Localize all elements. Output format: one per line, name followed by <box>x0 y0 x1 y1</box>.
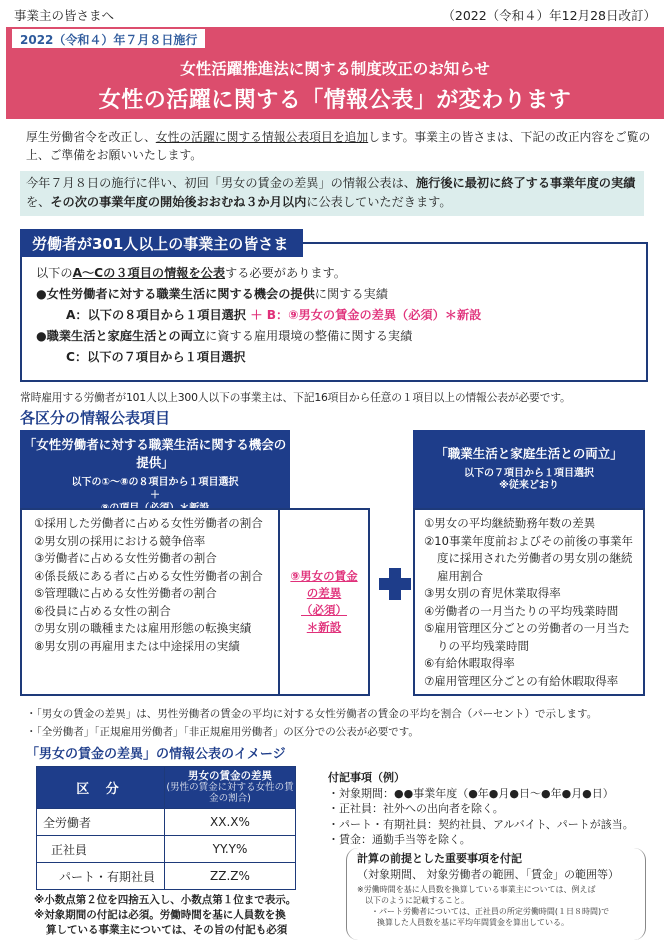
item-c-line: C：以下の７項目から１項目選択 <box>66 350 246 364</box>
row-value: YY.Y% <box>165 836 296 863</box>
nine-line: ⑨男女の賃金 <box>290 569 358 583</box>
left-items <box>22 510 280 694</box>
table-row <box>37 836 296 863</box>
list-item: ④係長級にある者に占める女性労働者の割合 <box>34 568 263 583</box>
effective-date-tag: 2022（令和４）年７月８日施行 <box>12 29 205 48</box>
categories-title: 各区分の情報公表項目 <box>20 409 171 427</box>
list-item: ⑧男女別の再雇用または中途採用の実績 <box>34 638 240 653</box>
table-note: ※対象期間の付記は必須。労働時間を基に人員数を換 <box>34 909 286 921</box>
wage-gap-table <box>36 766 296 890</box>
appendix-example <box>328 770 634 848</box>
intro-underlined: 女性の活躍に関する情報公表項目を追加 <box>155 130 369 144</box>
addressee: 事業主の皆さまへ <box>14 8 115 23</box>
row-label: 正社員 <box>37 836 165 863</box>
col2-sub: (男性の賃金に対する女性の賃金の割合) <box>166 782 294 804</box>
nine-line: ＊新設 <box>306 620 342 634</box>
item2-text: に資する雇用環境の整備に関する実績 <box>205 329 413 343</box>
notice-text: を、 <box>26 195 51 209</box>
list-item: ⑦男女別の職種または雇用形態の転換実績 <box>34 621 252 635</box>
bullet-item: ・「全労働者」「正規雇用労働者」「非正規雇用労働者」の区分での公表が必要です。 <box>26 726 419 738</box>
left-sub3: ⑨の項目（必須）＊新設 <box>100 503 210 514</box>
section-301-body <box>36 264 640 369</box>
plus-icon <box>379 568 411 600</box>
row-label: 全労働者 <box>37 809 165 836</box>
item1-text: に関する実績 <box>314 287 388 301</box>
col-header-wage-gap <box>165 767 296 809</box>
list-item: ④労働者の一月当たりの平均残業時間 <box>424 603 619 618</box>
title-banner <box>6 27 664 119</box>
intro-text-end: します。事業主の皆さまは、下記の改正内容をご覧の上、ご準備をお願いいたします。 <box>26 130 651 162</box>
calc-sub: （対象期間、 対象労働者の範囲、「賃金」の範囲等） <box>357 868 619 881</box>
lead-line <box>36 264 640 282</box>
lead-text-end: する必要があります。 <box>225 266 346 280</box>
col-header-category: 区 分 <box>37 767 165 809</box>
calculation-note-box <box>346 848 646 940</box>
nine-line: （必須） <box>301 603 347 617</box>
list-item: ③男女別の育児休業取得率 <box>424 586 561 600</box>
left-category-title: 「女性労働者に対する職業生活に関する機会の提供」 <box>23 437 287 470</box>
left-category-header <box>20 430 290 514</box>
list-item: ⑥役員に占める女性の割合 <box>34 603 171 618</box>
list-item: ⑤雇用管理区分ごとの労働者の一月当たりの平均残業時間 <box>424 621 630 653</box>
notice-bold: 施行後に最初に終了する事業年度の実績 <box>416 176 636 190</box>
nine-line: の差異 <box>306 586 342 600</box>
left-category-box <box>20 508 370 696</box>
item-nine-wage-gap <box>280 510 368 694</box>
table-row <box>37 863 296 890</box>
intro-paragraph <box>26 128 652 164</box>
right-category-box <box>413 508 645 696</box>
notice-bold: その次の事業年度の開始後おおむね３か月以内 <box>50 195 307 209</box>
appendix-item: ・賃金：通勤手当等を除く。 <box>328 833 471 846</box>
banner-subtitle: 女性活躍推進法に関する制度改正のお知らせ <box>180 60 490 78</box>
right-sub2: ※従来どおり <box>499 480 559 491</box>
notice-text: 今年７月８日の施行に伴い、初回「男女の賃金の差異」の情報公表は、 <box>26 176 416 190</box>
right-category-title: 「職業生活と家庭生活との両立」 <box>435 446 623 461</box>
row-label: パート・有期社員 <box>37 863 165 890</box>
row-value: ZZ.Z% <box>165 863 296 890</box>
top-line <box>14 6 656 24</box>
table-header-row <box>37 767 296 809</box>
list-item: ②10事業年度前およびその前後の事業年度に採用された労働者の男女別の継続雇用割合 <box>424 533 633 583</box>
item-a: A：以下の８項目から１項目選択 <box>66 308 247 322</box>
item1-line <box>36 285 640 303</box>
calc-tiny: ・パート労働者については、正社員の所定労働時間(１日８時間)で <box>371 907 610 916</box>
table-row <box>37 809 296 836</box>
table-note: 算している事業主については、その旨の付記も必須 <box>46 924 288 936</box>
right-sub1: 以下の７項目から１項目選択 <box>464 468 594 479</box>
appendix-title: 付記事項（例） <box>328 771 405 784</box>
bullet-item: ・「男女の賃金の差異」は、男性労働者の賃金の平均に対する女性労働者の賃金の平均を割合（パーセント）で示します。 <box>26 708 598 720</box>
intro-text: 厚生労働省令を改正し、 <box>26 130 156 144</box>
notice-box <box>20 171 644 216</box>
list-item: ③労働者に占める女性労働者の割合 <box>34 551 217 565</box>
revision-date: （2022（令和４）年12月28日改訂） <box>442 8 656 23</box>
right-category-header <box>413 430 645 508</box>
list-item: ⑥有給休暇取得率 <box>424 656 515 670</box>
section-301-heading: 労働者が301人以上の事業主の皆さま <box>20 229 303 257</box>
small-note: 常時雇用する労働者が101人以上300人以下の事業主は、下記16項目から任意の１項目以上の情報公表が必要です。 <box>20 391 571 404</box>
banner-title: 女性の活躍に関する「情報公表」が変わります <box>98 88 572 113</box>
left-sub1: 以下の①～⑧の８項目から１項目選択 <box>71 477 239 488</box>
list-item: ②男女別の採用における競争倍率 <box>34 533 206 548</box>
item1-ab-line <box>36 306 640 324</box>
lead-text: 以下の <box>36 266 73 280</box>
item2-line <box>36 327 640 345</box>
item2-bold: ●職業生活と家庭生活との両立 <box>36 329 206 343</box>
col2-title: 男女の賃金の差異 <box>188 770 272 782</box>
explanation-bullets <box>26 705 597 741</box>
list-item: ⑤管理職に占める女性労働者の割合 <box>34 586 217 600</box>
notice-text: に公表していただきます。 <box>306 195 452 209</box>
row-value: XX.X% <box>165 809 296 836</box>
image-section-title: 「男女の賃金の差異」の情報公表のイメージ <box>26 747 286 762</box>
item-b: ＋ B：⑨男女の賃金の差異（必須）＊新設 <box>250 308 482 322</box>
list-item: ①採用した労働者に占める女性労働者の割合 <box>34 516 263 530</box>
list-item: ①男女の平均継続勤務年数の差異 <box>424 516 596 530</box>
lead-bold: A～Cの３項目の情報を公表 <box>72 266 226 280</box>
table-notes <box>34 893 296 938</box>
calc-tiny: 換算した人員数を基に平均年間賃金を算出している。 <box>377 918 569 927</box>
calc-title: 計算の前提とした重要事項を付記 <box>357 852 522 865</box>
right-category-sub <box>413 468 645 492</box>
calc-tiny: ※労働時間を基に人員数を換算している事業主については、例えば <box>357 885 596 894</box>
calc-tiny: 以下のように記載すること。 <box>365 896 469 905</box>
list-item: ⑦雇用管理区分ごとの有給休暇取得率 <box>424 673 619 688</box>
item1-bold: ●女性労働者に対する職業生活に関する機会の提供 <box>36 287 315 301</box>
table-note: ※小数点第２位を四捨五入し、小数点第１位まで表示。 <box>34 894 297 906</box>
left-sub2: ＋ <box>150 490 160 501</box>
appendix-item: ・パート・有期社員：契約社員、アルバイト、パートが該当。 <box>328 817 634 831</box>
appendix-item: ・正社員：社外への出向者を除く。 <box>328 802 504 815</box>
appendix-item: ・対象期間：●●事業年度（●年●月●日～●年●月●日） <box>328 786 614 800</box>
